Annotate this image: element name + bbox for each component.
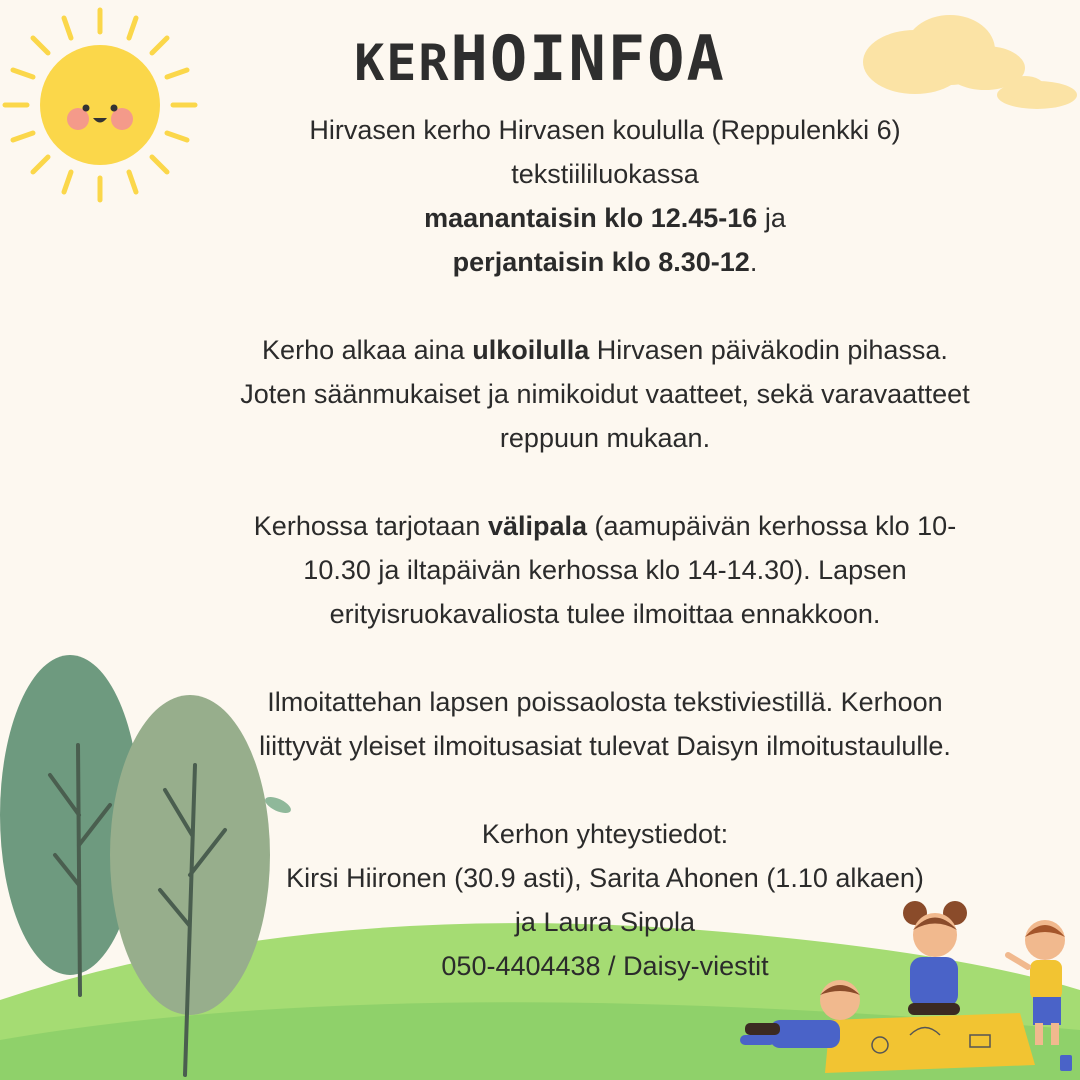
info-line-2: tekstiililuokassa [511,159,699,189]
outdoor-line-2: Joten säänmukaiset ja nimikoidut vaatteet, sekä varavaatteet [240,379,970,409]
outdoor-bold: ulkoilulla [472,335,590,365]
contact-line-1: Kirsi Hiironen (30.9 asti), Sarita Ahonen (1.10 alkaen) [286,863,924,893]
contact-heading: Kerhon yhteystiedot: [481,819,729,849]
absence-line-2: liittyvät yleiset ilmoitusasiat tulevat Daisyn ilmoitustaululle. [259,731,951,761]
snack-line-3: erityisruokavaliosta tulee ilmoittaa ennakkoon. [329,599,881,629]
snack-line-2: 10.30 ja iltapäivän kerhossa klo 14-14.30). Lapsen [303,555,907,585]
contact-line-3: 050-4404438 / Daisy-viestit [441,951,769,981]
title-part-1: KER [354,34,451,92]
page-title [0,22,1080,95]
absence-line-1: Ilmoitattehan lapsen poissaolosta tekstiviestillä. Kerhoon [267,687,943,717]
snack-pre: Kerhossa tarjotaan [253,511,488,541]
info-line-4-rest: . [749,247,758,277]
monday-hours: maanantaisin klo 12.45-16 [424,203,758,233]
outdoor-line-3: reppuun mukaan. [499,423,711,453]
info-content [170,108,1040,988]
friday-hours: perjantaisin klo 8.30-12 [452,247,750,277]
outdoor-pre: Kerho alkaa aina [262,335,473,365]
info-line-4 [170,240,1040,284]
info-line-3 [170,196,1040,240]
snack-bold: välipala [487,511,587,541]
title-part-2: HOINFOA [450,22,726,95]
outdoor-line-1 [170,328,1040,372]
info-line-3-rest: ja [757,203,786,233]
snack-post: (aamupäivän kerhossa klo 10- [587,511,957,541]
snack-line-1 [170,504,1040,548]
info-line-1: Hirvasen kerho Hirvasen koululla (Reppulenkki 6) [309,115,901,145]
contact-line-2: ja Laura Sipola [514,907,696,937]
outdoor-post: Hirvasen päiväkodin pihassa. [589,335,948,365]
